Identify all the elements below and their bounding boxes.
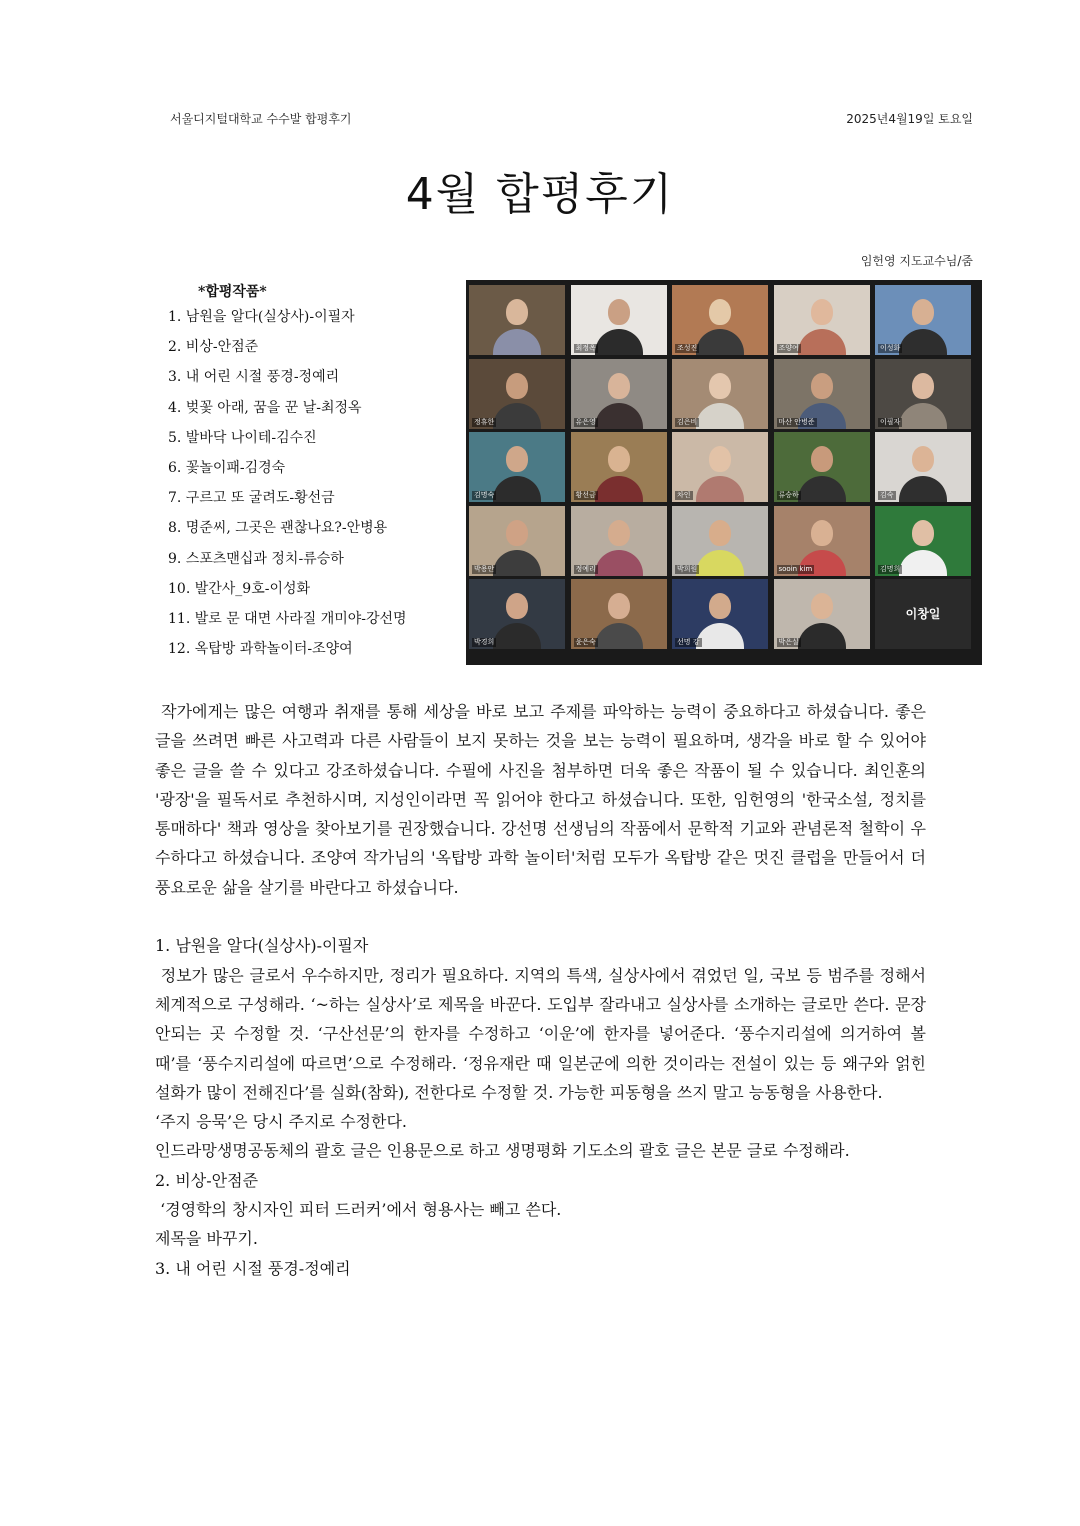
participant-face — [912, 446, 934, 472]
participant-name: 박경희 — [474, 638, 495, 646]
header-left: 서울디지털대학교 수수발 합평후기 — [170, 112, 352, 126]
participant-tile — [571, 285, 667, 355]
section-1-note: ‘주지 응묵’은 당시 주지로 수정한다. — [155, 1112, 407, 1132]
byline: 임헌영 지도교수님/줌 — [860, 254, 973, 268]
participant-name: 조성진 — [677, 344, 698, 352]
participant-tile — [672, 506, 768, 576]
section-3-title: 3. 내 어린 시절 풍경-정예리 — [155, 1258, 351, 1278]
participant-tile — [672, 359, 768, 429]
participant-tile — [774, 432, 870, 502]
participant-face — [709, 446, 731, 472]
participant-tile — [875, 285, 971, 355]
zoom-meeting-screenshot — [466, 280, 982, 665]
participant-name: 유은영 — [575, 417, 596, 426]
participant-tile — [469, 506, 565, 576]
participant-tile — [672, 432, 768, 502]
participant-tile — [469, 359, 565, 429]
header-date: 2025년4월19일 토요일 — [846, 112, 973, 126]
participant-name: 박용안 — [474, 564, 495, 573]
participant-tile — [875, 506, 971, 576]
participant-name: 차인 — [677, 491, 691, 499]
participant-face — [506, 593, 528, 619]
list-item: 12. 옥탑방 과학놀이터-조양여 — [168, 641, 353, 658]
participant-face — [608, 373, 630, 399]
participant-tile — [571, 432, 667, 502]
review-body — [155, 697, 926, 1283]
participant-face — [608, 446, 630, 472]
participant-face — [506, 446, 528, 472]
participant-name: 정휴한 — [474, 417, 495, 426]
participant-name: 황선금 — [575, 491, 596, 499]
participant-name: 김명숙 — [474, 491, 495, 499]
section-2-title: 2. 비상-안점준 — [155, 1170, 259, 1190]
works-heading: *합평작품* — [198, 284, 267, 300]
section-2-paragraph: ‘경영학의 창시자인 피터 드러커’에서 형용사는 빼고 쓴다. — [160, 1200, 562, 1220]
participant-tile — [774, 285, 870, 355]
participant-name: 박은실 — [778, 638, 799, 646]
list-item: 8. 명준씨, 그곳은 괜찮나요?-안병용 — [168, 520, 388, 537]
participant-face — [608, 593, 630, 619]
participant-face — [506, 520, 528, 546]
participant-name: 최정옥 — [575, 344, 596, 352]
list-item: 10. 발간사_9호-이성화 — [168, 580, 311, 597]
list-item: 1. 남원을 알다(실상사)-이필자 — [168, 309, 355, 325]
participant-name: 이성화 — [880, 344, 901, 352]
participant-name: 김숙 — [880, 491, 894, 499]
participant-face — [811, 373, 833, 399]
participant-face — [811, 520, 833, 546]
list-item: 6. 꽃놀이패-김경숙 — [168, 459, 286, 476]
list-item: 5. 발바닥 나이테-김수진 — [168, 429, 317, 446]
participant-name: 류승하 — [778, 491, 799, 499]
participant-name: 김은비 — [677, 417, 698, 426]
section-2-note: 제목을 바꾸기. — [155, 1229, 258, 1249]
list-item: 4. 벚꽃 아래, 꿈을 꾼 날-최정옥 — [168, 399, 362, 416]
participant-tile — [571, 359, 667, 429]
page-title: 4월 합평후기 — [405, 169, 675, 220]
works-list-section — [168, 281, 458, 667]
participant-face — [506, 299, 528, 325]
participant-tile — [774, 579, 870, 649]
participant-tile — [469, 285, 565, 355]
participant-face — [709, 373, 731, 399]
participant-tile — [774, 506, 870, 576]
list-item: 9. 스포츠맨십과 정치-류승하 — [168, 550, 344, 567]
participant-face — [912, 520, 934, 546]
section-1-paragraph: 정보가 많은 글로서 우수하지만, 정리가 필요하다. 지역의 특색, 실상사에서 겪었던 일, 국보 등 범주를 정해서 체계적으로 구성해라. ‘~하는 실상사’로 제목을 바꾼다. 도입부 잘라내고 실상사를 소개하는 글로만 쓴다. 문장 안되는 곳 수정할 것. ‘구산선문’의 한자를 수정하고 ‘이운’에 한자를 넣어준다. ‘풍수지리설에 의거하여 볼 때’를 ‘풍수지리설에 따르면’으로 수정해라. ‘정유재란 때 일본군에 의한 것이라는 전설이 있는 등 왜구와 얽힌 설화가 많이 전해진다’를 실화(참화), 전한다로 수정할 것. 가능한 피동형을 쓰지 말고 능동형을 사용한다. — [155, 965, 927, 1102]
participant-name: 마산 안병준 — [778, 417, 815, 426]
participant-tile — [875, 359, 971, 429]
section-1-note-2: 인드라망생명공동체의 괄호 글은 인용문으로 하고 생명평화 기도소의 괄호 글은 본문 글로 수정해라. — [155, 1141, 850, 1161]
participant-tile — [875, 579, 971, 649]
intro-paragraph: 작가에게는 많은 여행과 취재를 통해 세상을 바로 보고 주제를 파악하는 능력이 중요하다고 하셨습니다. 좋은 글을 쓰려면 빠른 사고력과 다른 사람들이 보지 못하는 것을 보는 능력이 필요하며, 생각을 바로 할 수 있어야 좋은 글을 쓸 수 있다고 강조하셨습니다. 수필에 사진을 첨부하면 더욱 좋은 작품이 될 수 있습니다. 최인훈의 '광장'을 필독서로 추천하시며, 지성인이라면 꼭 읽어야 한다고 하셨습니다. 또한, 임헌영의 '한국소설, 정치를 통매하다' 책과 영상을 찾아보기를 권장했습니다. 강선명 선생님의 작품에서 문학적 기교와 관념론적 철학이 우수하다고 하셨습니다. 조양여 작가님의 '옥탑방 과학 놀이터'처럼 모두가 옥탑방 같은 멋진 클럽을 만들어서 더 풍요로운 삶을 살기를 바란다고 하셨습니다. — [155, 702, 926, 897]
participant-name: 정예리 — [575, 564, 596, 573]
participant-face — [811, 593, 833, 619]
participant-face — [506, 373, 528, 399]
participant-name: 박희원 — [677, 564, 698, 573]
list-item: 3. 내 어린 시절 풍경-정예리 — [168, 369, 340, 386]
participant-tile — [774, 359, 870, 429]
participant-tile — [571, 506, 667, 576]
participant-name: 선명 강 — [677, 638, 700, 646]
participant-name-large: 이창일 — [905, 607, 941, 621]
list-item: 2. 비상-안점준 — [168, 339, 259, 356]
participant-face — [912, 299, 934, 325]
participant-face — [608, 299, 630, 325]
participant-name: sooin kim — [778, 564, 813, 573]
list-item: 7. 구르고 또 굴려도-황선금 — [168, 490, 335, 507]
participant-face — [608, 520, 630, 546]
participant-face — [811, 446, 833, 472]
participant-tile — [672, 285, 768, 355]
participant-face — [709, 593, 731, 619]
participant-name: 이필자 — [880, 417, 901, 426]
participant-tile — [875, 432, 971, 502]
participant-tile — [672, 579, 768, 649]
participant-name: 조양여 — [778, 344, 799, 352]
participant-name: 김명희 — [880, 564, 901, 573]
participant-face — [811, 299, 833, 325]
participant-face — [709, 299, 731, 325]
participant-name: 윤은숙 — [575, 638, 596, 646]
participant-face — [912, 373, 934, 399]
participant-tile — [571, 579, 667, 649]
section-1-title: 1. 남원을 알다(실상사)-이필자 — [155, 936, 369, 956]
works-list — [168, 305, 458, 667]
participant-face — [709, 520, 731, 546]
participant-tile — [469, 579, 565, 649]
list-item: 11. 발로 문 대면 사라질 개미야-강선명 — [168, 610, 407, 627]
participant-tile — [469, 432, 565, 502]
